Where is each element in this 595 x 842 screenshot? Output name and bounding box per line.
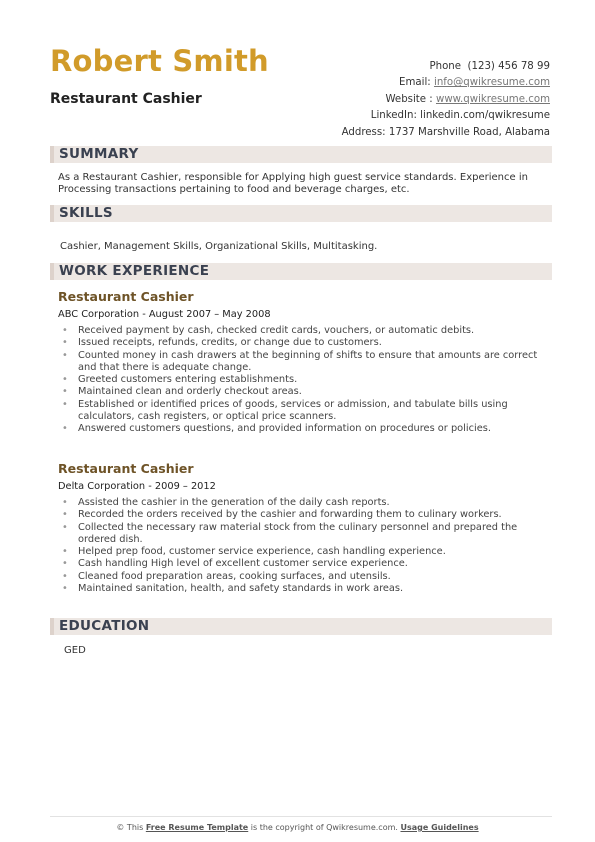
contact-email-link[interactable]: info@qwikresume.com [433, 77, 550, 89]
section-skills-title: SKILLS [59, 205, 113, 221]
footer-middle: is the copyright of Qwikresume.com. [248, 823, 401, 832]
footer [0, 823, 595, 832]
job-1-bullets [58, 325, 552, 436]
list-item: • Assisted the cashier in the generation of the daily cash reports. [58, 497, 552, 509]
job-1-title: Restaurant Cashier [58, 289, 194, 304]
contact-address [250, 125, 550, 141]
contact-website-label: Website : [385, 93, 433, 105]
contact-address-value: 1737 Marshville Road, Alabama [388, 126, 550, 138]
section-education-title: EDUCATION [59, 618, 150, 634]
contact-phone-value: (123) 456 78 99 [467, 61, 550, 72]
contact-phone-label: Phone [429, 61, 462, 72]
contact-email [250, 75, 550, 91]
section-education-heading [50, 618, 552, 635]
summary-text: As a Restaurant Cashier, responsible for Applying high guest service standards. Experience in Processing transactions pertaining to food and beverage charges, etc. [58, 172, 528, 195]
contact-linkedin-label: LinkedIn: [370, 110, 417, 122]
section-summary-title: SUMMARY [59, 146, 139, 162]
skills-text: Cashier, Management Skills, Organizational Skills, Multitasking. [60, 241, 378, 252]
contact-address-label: Address: [341, 126, 386, 138]
footer-divider [50, 816, 552, 817]
job-2-title: Restaurant Cashier [58, 461, 194, 476]
contact-phone [250, 59, 550, 75]
education-text: GED [64, 645, 86, 656]
job-2-bullets [58, 497, 552, 595]
free-resume-template-link[interactable]: Free Resume Template [145, 823, 249, 832]
contact-website-link[interactable]: www.qwikresume.com [435, 93, 550, 105]
section-summary-heading [50, 146, 552, 163]
list-item: • Recorded the orders received by the cashier and forwarding them to culinary workers. [58, 509, 552, 521]
usage-guidelines-link[interactable]: Usage Guidelines [400, 823, 479, 832]
section-work-heading [50, 263, 552, 280]
footer-prefix: © This [116, 823, 146, 832]
section-work-title: WORK EXPERIENCE [59, 263, 210, 279]
section-skills-heading [50, 205, 552, 222]
list-item: • Received payment by cash, checked credit cards, vouchers, or automatic debits. [58, 325, 552, 337]
list-item: • Cleaned food preparation areas, cooking surfaces, and utensils. [58, 571, 552, 583]
list-item: • Collected the necessary raw material stock from the culinary personnel and prepared the ordered dish. [58, 522, 552, 547]
contact-block [250, 59, 550, 141]
contact-email-label: Email: [399, 77, 431, 89]
list-item: • Counted money in cash drawers at the beginning of shifts to ensure that amounts are correct and that there is adequate change. [58, 350, 552, 375]
list-item: • Greeted customers entering establishments. [58, 374, 552, 386]
contact-linkedin-value: linkedin.com/qwikresume [420, 110, 550, 122]
list-item: • Answered customers questions, and provided information on procedures or policies. [58, 423, 552, 435]
list-item: • Issued receipts, refunds, credits, or change due to customers. [58, 337, 552, 349]
candidate-title: Restaurant Cashier [50, 91, 202, 107]
contact-website [250, 92, 550, 108]
job-1-meta: ABC Corporation - August 2007 – May 2008 [58, 309, 271, 320]
job-2-meta: Delta Corporation - 2009 – 2012 [58, 481, 216, 492]
list-item: • Maintained sanitation, health, and safety standards in work areas. [58, 583, 552, 595]
contact-linkedin [250, 108, 550, 124]
list-item: • Maintained clean and orderly checkout areas. [58, 386, 552, 398]
list-item: • Helped prep food, customer service experience, cash handling experience. [58, 546, 552, 558]
list-item: • Established or identified prices of goods, services or admission, and tabulate bills using calculators, cash registers, or optical price scanners. [58, 399, 552, 424]
candidate-name: Robert Smith [50, 44, 269, 78]
list-item: • Cash handling High level of excellent customer service experience. [58, 558, 552, 570]
